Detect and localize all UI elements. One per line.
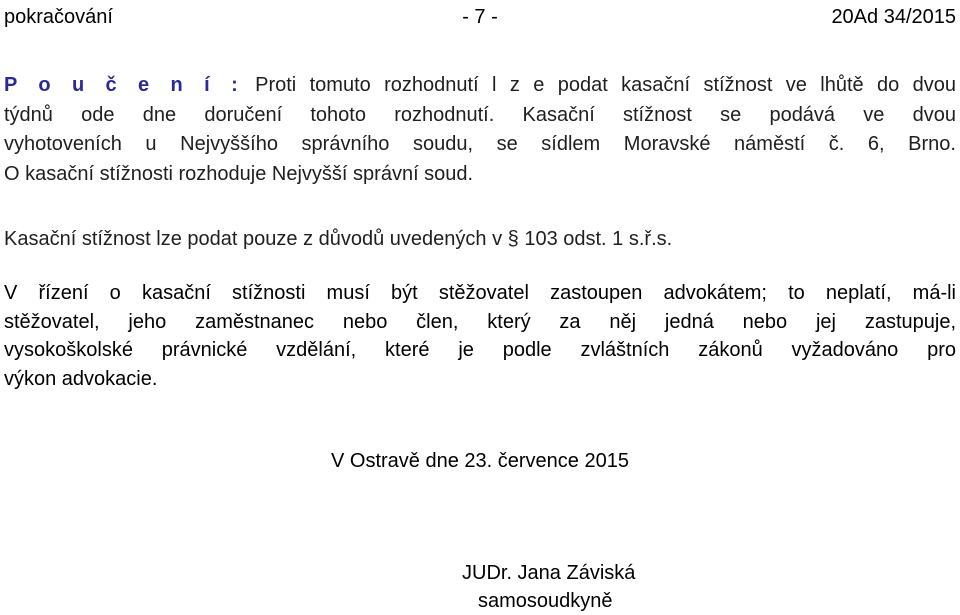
judge-role: samosoudkyně xyxy=(478,590,613,612)
instruction-line: vyhotoveních u Nejvyššího správního soudu, se sídlem Moravské náměstí č. 6, Brno. xyxy=(4,133,956,155)
representation-line: vysokoškolské právnické vzdělání, které je podle zvláštních zákonů vyžadováno pro xyxy=(4,339,956,361)
instruction-line: P o u č e n í : Proti tomuto rozhodnutí l z e podat kasační stížnost ve lhůtě do dvou xyxy=(4,74,956,96)
instruction-line: O kasační stížnosti rozhoduje Nejvyšší správní soud. xyxy=(4,162,474,185)
representation-line: stěžovatel, jeho zaměstnanec nebo člen, který za něj jedná nebo jej zastupuje, xyxy=(4,310,956,333)
representation-line: výkon advokacie. xyxy=(4,367,158,390)
signature-block xyxy=(462,559,635,615)
instruction-heading: P o u č e n í : xyxy=(4,74,242,96)
representation-paragraph xyxy=(4,279,956,393)
reasons-text: Kasační stížnost lze podat pouze z důvodů uvedených v § 103 odst. 1 s.ř.s. xyxy=(4,228,673,250)
page-header xyxy=(4,4,956,30)
continuation-label: pokračování xyxy=(4,6,113,28)
place-and-date: V Ostravě dne 23. července 2015 xyxy=(331,450,629,472)
reasons-paragraph xyxy=(4,225,956,255)
page-number: - 7 - xyxy=(462,6,498,28)
representation-line: V řízení o kasační stížnosti musí být stěžovatel zastoupen advokátem; to neplatí, má-li xyxy=(4,282,956,304)
instruction-paragraph xyxy=(4,71,956,189)
judge-name: JUDr. Jana Záviská xyxy=(462,562,636,584)
case-number: 20Ad 34/2015 xyxy=(831,6,956,28)
instruction-line: týdnů ode dne doručení tohoto rozhodnutí. Kasační stížnost se podává ve dvou xyxy=(4,103,956,126)
